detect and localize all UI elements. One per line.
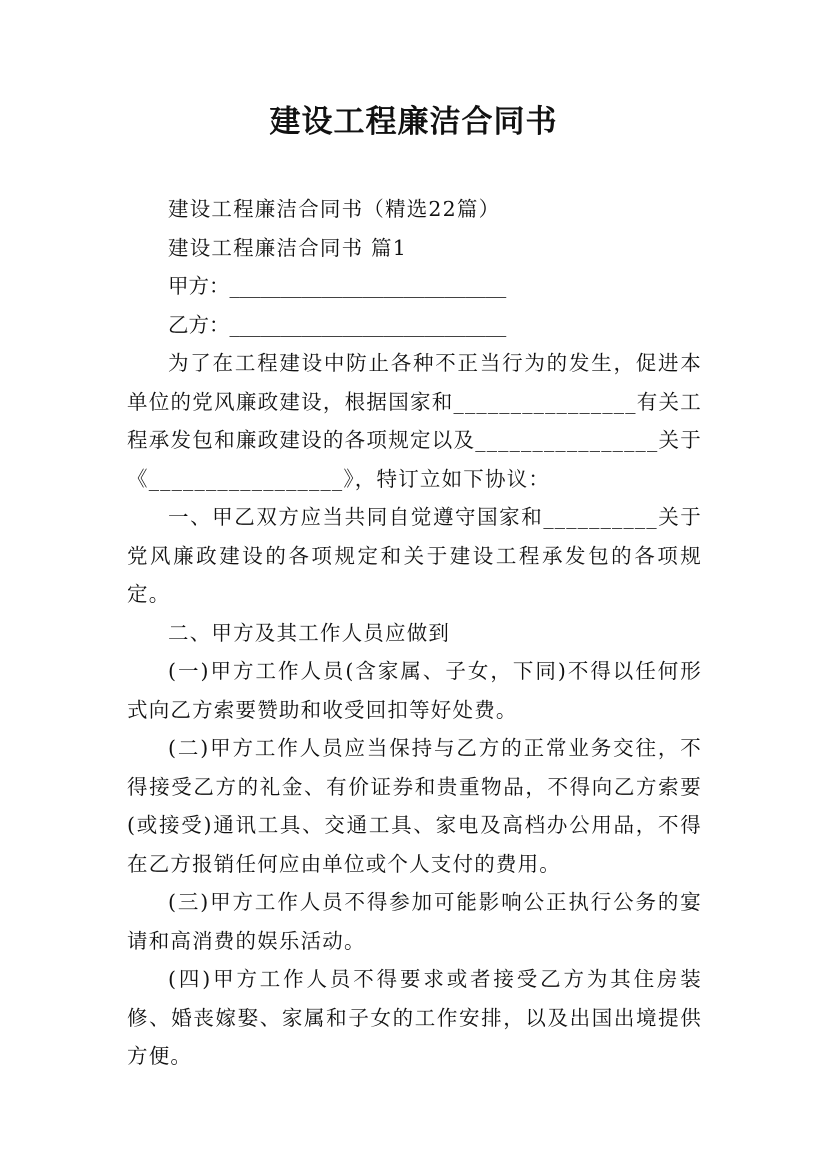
paragraph-clause-1: 一、甲乙双方应当共同自觉遵守国家和__________关于党风廉政建设的各项规定和关于建设工程承发包的各项规定。 <box>127 505 702 606</box>
paragraph-subtitle: 建设工程廉洁合同书（精选22篇） <box>168 197 501 221</box>
paragraph-clause-2-2: (二)甲方工作人员应当保持与乙方的正常业务交往，不得接受乙方的礼金、有价证券和贵重物品，不得向乙方索要(或接受)通讯工具、交通工具、家电及高档办公用品，不得在乙方报销任何应由单位或个人支付的费用。 <box>127 736 702 876</box>
paragraph-party-b: 乙方：___________________________ <box>168 312 507 337</box>
document-title: 建设工程廉洁合同书 <box>269 104 558 140</box>
paragraph-party-a: 甲方：___________________________ <box>168 274 507 298</box>
paragraph-section-heading: 建设工程廉洁合同书 篇1 <box>168 235 407 260</box>
document-body <box>127 190 702 1076</box>
paragraph-clause-2-heading: 二、甲方及其工作人员应做到 <box>168 620 451 645</box>
paragraph-clause-2-4: (四)甲方工作人员不得要求或者接受乙方为其住房装修、婚丧嫁娶、家属和子女的工作安排，以及出国出境提供方便。 <box>127 967 702 1068</box>
paragraph-preamble: 为了在工程建设中防止各种不正当行为的发生，促进本单位的党风廉政建设，根据国家和________________有关工程承发包和廉政建设的各项规定以及________________关于《_________________》，特订立如下协议： <box>127 351 702 491</box>
paragraph-clause-2-3: (三)甲方工作人员不得参加可能影响公正执行公务的宴请和高消费的娱乐活动。 <box>127 890 702 953</box>
paragraph-clause-2-1: (一)甲方工作人员(含家属、子女，下同)不得以任何形式向乙方索要赞助和收受回扣等好处费。 <box>127 659 702 722</box>
